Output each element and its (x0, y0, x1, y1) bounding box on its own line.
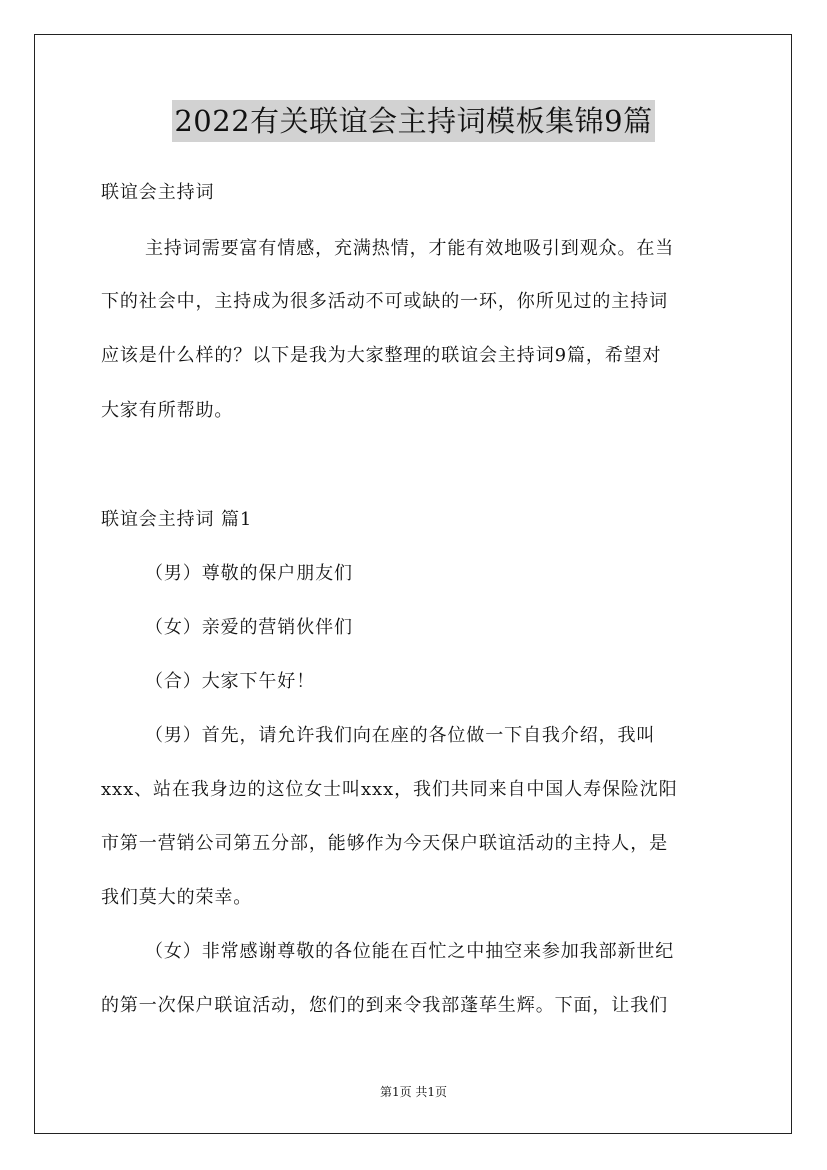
intro-line-4: 大家有所帮助。 (101, 400, 234, 421)
body-line-2: （女）亲爱的营销伙伴们 (145, 617, 353, 638)
intro-line-3: 应该是什么样的？以下是我为大家整理的联谊会主持词9篇，希望对 (101, 345, 662, 366)
body-line-3: （合）大家下午好！ (145, 671, 316, 692)
intro-line-1: 主持词需要富有情感，充满热情，才能有效地吸引到观众。在当 (145, 238, 675, 259)
body-line-7: 我们莫大的荣幸。 (101, 887, 253, 908)
chapter-heading: 联谊会主持词 篇1 (101, 509, 253, 530)
title-area (0, 100, 827, 142)
body-line-1: （男）尊敬的保户朋友们 (145, 563, 353, 584)
body-line-4: （男）首先，请允许我们向在座的各位做一下自我介绍，我叫 (145, 725, 656, 746)
body-line-5: xxx、站在我身边的这位女士叫xxx，我们共同来自中国人寿保险沈阳 (101, 779, 678, 800)
page-footer: 第1页 共1页 (379, 1085, 448, 1099)
body-line-6: 市第一营销公司第五分部，能够作为今天保户联谊活动的主持人，是 (101, 833, 668, 854)
section-heading: 联谊会主持词 (101, 182, 215, 203)
document-title: 2022有关联谊会主持词模板集锦9篇 (172, 100, 654, 142)
intro-line-2: 下的社会中，主持成为很多活动不可或缺的一环，你所见过的主持词 (101, 291, 668, 312)
body-line-8: （女）非常感谢尊敬的各位能在百忙之中抽空来参加我部新世纪 (145, 941, 675, 962)
body-line-9: 的第一次保户联谊活动，您们的到来令我部蓬荜生辉。下面，让我们 (101, 995, 668, 1016)
